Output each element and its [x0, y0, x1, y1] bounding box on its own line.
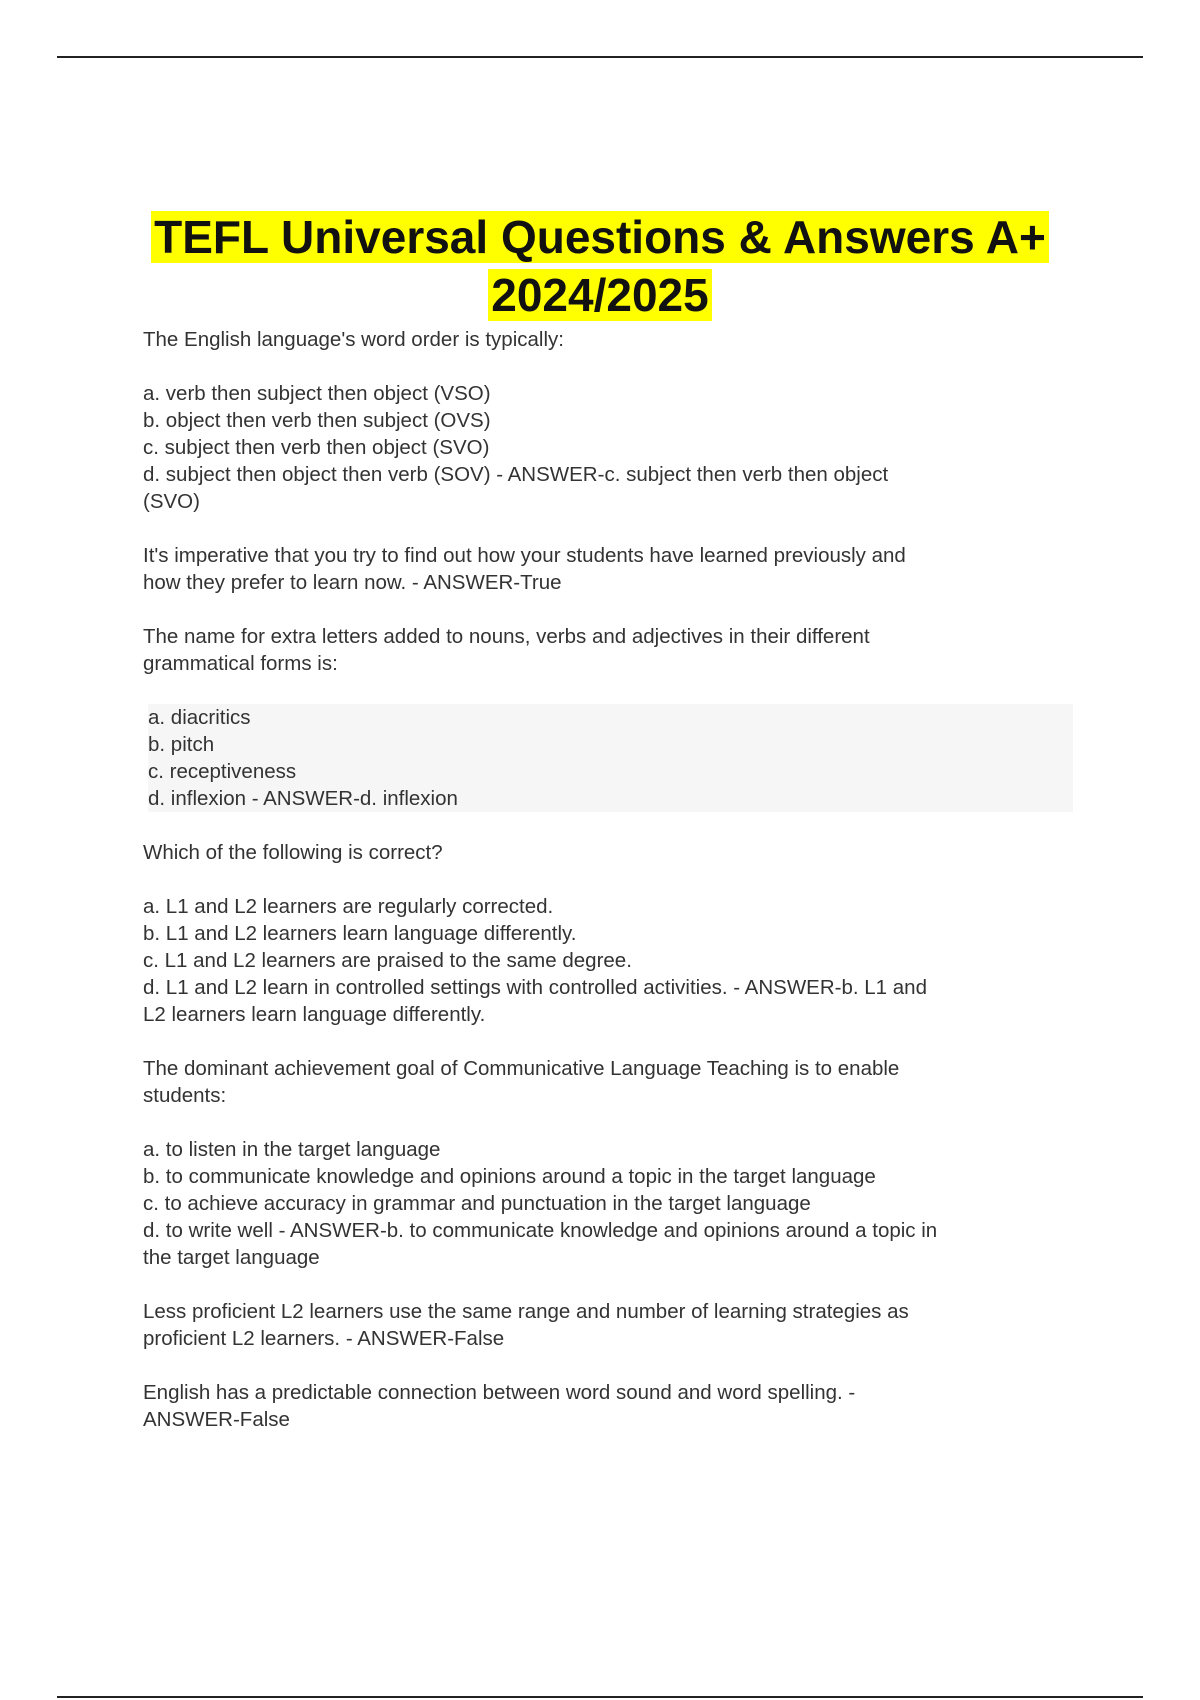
- text-line: (SVO): [143, 490, 200, 513]
- text-line: b. pitch: [148, 733, 215, 756]
- text-line: d. inflexion - ANSWER-d. inflexion: [148, 787, 458, 810]
- text-line: c. subject then verb then object (SVO): [143, 436, 490, 459]
- text-line: d. L1 and L2 learn in controlled settings with controlled activities. - ANSWER-b. L1 and: [143, 976, 927, 999]
- document-body: [143, 326, 1073, 1460]
- question-7: [143, 1379, 1073, 1433]
- question-2: [143, 542, 1073, 596]
- text-line: proficient L2 learners. - ANSWER-False: [143, 1327, 505, 1350]
- text-line: It's imperative that you try to find out how your students have learned previously and: [143, 544, 906, 567]
- text-line: The dominant achievement goal of Communicative Language Teaching is to enable: [143, 1057, 900, 1080]
- text-line: students:: [143, 1084, 227, 1107]
- text-line: how they prefer to learn now. - ANSWER-True: [143, 571, 562, 594]
- text-line: d. subject then object then verb (SOV) - ANSWER-c. subject then verb then object: [143, 463, 889, 486]
- bottom-rule: [57, 1696, 1143, 1698]
- text-line: c. receptiveness: [148, 760, 297, 783]
- text-line: English has a predictable connection between word sound and word spelling. -: [143, 1381, 856, 1404]
- question-3-options: [148, 704, 1073, 812]
- text-line: the target language: [143, 1246, 320, 1269]
- question-5-options: [143, 1136, 1073, 1271]
- text-line: b. L1 and L2 learners learn language differently.: [143, 922, 577, 945]
- text-line: a. to listen in the target language: [143, 1138, 441, 1161]
- text-line: c. to achieve accuracy in grammar and punctuation in the target language: [143, 1192, 811, 1215]
- text-line: The English language's word order is typically:: [143, 328, 564, 351]
- text-line: b. to communicate knowledge and opinions around a topic in the target language: [143, 1165, 876, 1188]
- text-line: The name for extra letters added to nouns, verbs and adjectives in their different: [143, 625, 870, 648]
- title-line-2: 2024/2025: [488, 269, 711, 321]
- question-6: [143, 1298, 1073, 1352]
- text-line: c. L1 and L2 learners are praised to the same degree.: [143, 949, 632, 972]
- text-line: ANSWER-False: [143, 1408, 290, 1431]
- question-4-prompt: [143, 839, 1073, 866]
- top-rule: [57, 56, 1143, 58]
- text-line: Less proficient L2 learners use the same range and number of learning strategies as: [143, 1300, 909, 1323]
- question-4-options: [143, 893, 1073, 1028]
- text-line: a. diacritics: [148, 706, 251, 729]
- text-line: grammatical forms is:: [143, 652, 338, 675]
- text-line: a. L1 and L2 learners are regularly corrected.: [143, 895, 554, 918]
- question-1-options: [143, 380, 1073, 515]
- question-3-prompt: [143, 623, 1073, 677]
- text-line: b. object then verb then subject (OVS): [143, 409, 491, 432]
- text-line: a. verb then subject then object (VSO): [143, 382, 491, 405]
- document-title: [130, 208, 1070, 324]
- question-1-prompt: [143, 326, 1073, 353]
- question-5-prompt: [143, 1055, 1073, 1109]
- text-line: L2 learners learn language differently.: [143, 1003, 486, 1026]
- text-line: d. to write well - ANSWER-b. to communicate knowledge and opinions around a topic in: [143, 1219, 938, 1242]
- text-line: Which of the following is correct?: [143, 841, 443, 864]
- title-line-1: TEFL Universal Questions & Answers A+: [151, 211, 1049, 263]
